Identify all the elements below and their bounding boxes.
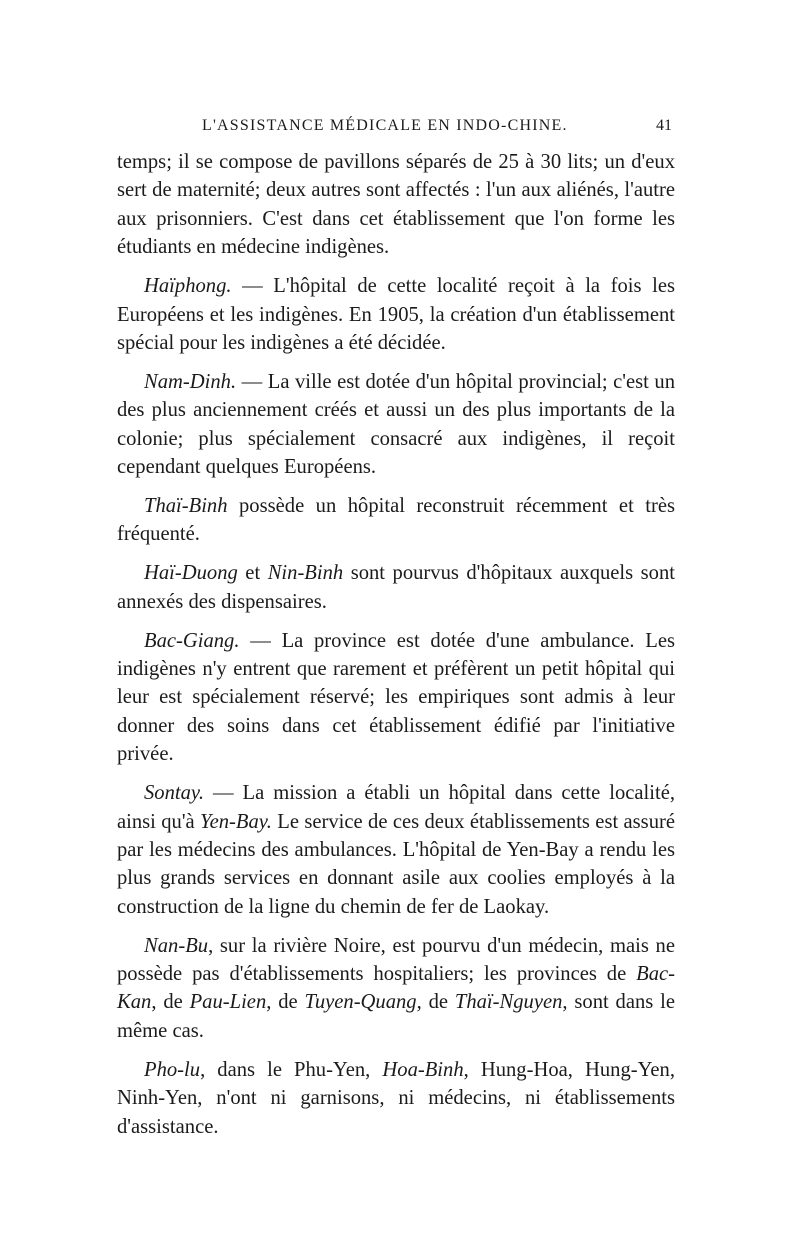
place-name: Pho-lu <box>144 1058 201 1081</box>
place-name: Pau-Lien <box>189 991 267 1014</box>
paragraph-text: , sur la rivière Noire, est pourvu d'un médecin, mais ne possède pas d'établissements hospitaliers; les provinces de <box>117 934 675 986</box>
body-text <box>117 148 675 1152</box>
place-name: Bac-Kan <box>117 963 675 1014</box>
paragraph-thai-binh <box>117 492 675 549</box>
place-name: Nan-Bu <box>144 934 209 957</box>
paragraph-text: , de <box>151 991 190 1014</box>
place-name: Haïphong. <box>144 275 232 298</box>
paragraph-haiphong <box>117 272 675 357</box>
paragraph-text: , de <box>416 991 455 1014</box>
place-name: Tuyen-Quang <box>304 991 417 1014</box>
paragraph-pho-lu <box>117 1056 675 1141</box>
paragraph-text: Le service de ces deux établissements est assuré par les médecins des ambulances. L'hôpital de Yen-Bay a rendu les plus grands services en donnant asile aux coolies employés à la construction de la ligne du chemin de fer de Laokay. <box>117 810 675 918</box>
place-name: Thaï-Nguyen <box>454 991 563 1014</box>
paragraph-nan-bu <box>117 932 675 1046</box>
paragraph-text: temps; il se compose de pavillons séparés de 25 à 30 lits; un d'eux sert de maternité; deux autres sont affectés : l'un aux aliénés, l'autre aux prisonniers. C'est dans cet établissement que l'on forme les étudiants en médecine indigènes. <box>117 151 675 259</box>
paragraph-text: et <box>237 562 268 585</box>
place-name: Hoa-Binh <box>382 1058 464 1081</box>
place-name: Nam-Dinh. <box>144 370 237 393</box>
paragraph-continuation <box>117 148 675 262</box>
place-name: Sontay. <box>144 782 205 805</box>
paragraph-text: possède un hôpital reconstruit récemment et très fréquenté. <box>117 494 675 546</box>
paragraph-text: , dans le Phu-Yen, <box>200 1058 383 1081</box>
paragraph-nam-dinh <box>117 368 675 482</box>
paragraph-text: , de <box>266 991 305 1014</box>
paragraph-text: , Hung-Hoa, Hung-Yen, Ninh-Yen, n'ont ni garnisons, ni médecins, ni établissements d'assistance. <box>117 1058 676 1138</box>
paragraph-text: , sont dans le même cas. <box>117 991 675 1042</box>
paragraph-bac-giang <box>117 627 675 769</box>
page-number: 41 <box>656 117 672 134</box>
place-name: Bac-Giang. <box>144 629 240 652</box>
paragraph-text: — La mission a établi un hôpital dans cette localité, ainsi qu'à <box>117 782 675 833</box>
running-title: L'ASSISTANCE MÉDICALE EN INDO-CHINE. <box>202 117 568 134</box>
paragraph-text: — La ville est dotée d'un hôpital provincial; c'est un des plus anciennement créés et aussi un des plus importants de la colonie; plus spécialement consacré aux indigènes, il reçoit cependant quelques Européens. <box>117 370 675 479</box>
place-name: Thaï-Binh <box>144 494 228 517</box>
paragraph-text: — L'hôpital de cette localité reçoit à la fois les Européens et les indigènes. En 1905, la création d'un établissement spécial pour les indigènes a été décidée. <box>117 275 675 354</box>
place-name: Nin-Binh <box>267 562 344 585</box>
paragraph-sontay <box>117 779 675 921</box>
paragraph-text: sont pourvus d'hôpitaux auxquels sont annexés des dispensaires. <box>117 562 675 613</box>
paragraph-text: — La province est dotée d'une ambulance. Les indigènes n'y entrent que rarement et préfèrent un petit hôpital qui leur est spécialement réservé; les empiriques sont admis à leur donner des soins dans cet établissement édifié par l'initiative privée. <box>117 629 675 766</box>
place-name: Yen-Bay. <box>200 810 272 833</box>
running-head <box>118 117 672 141</box>
paragraph-hai-duong <box>117 559 675 616</box>
place-name: Haï-Duong <box>144 562 238 585</box>
